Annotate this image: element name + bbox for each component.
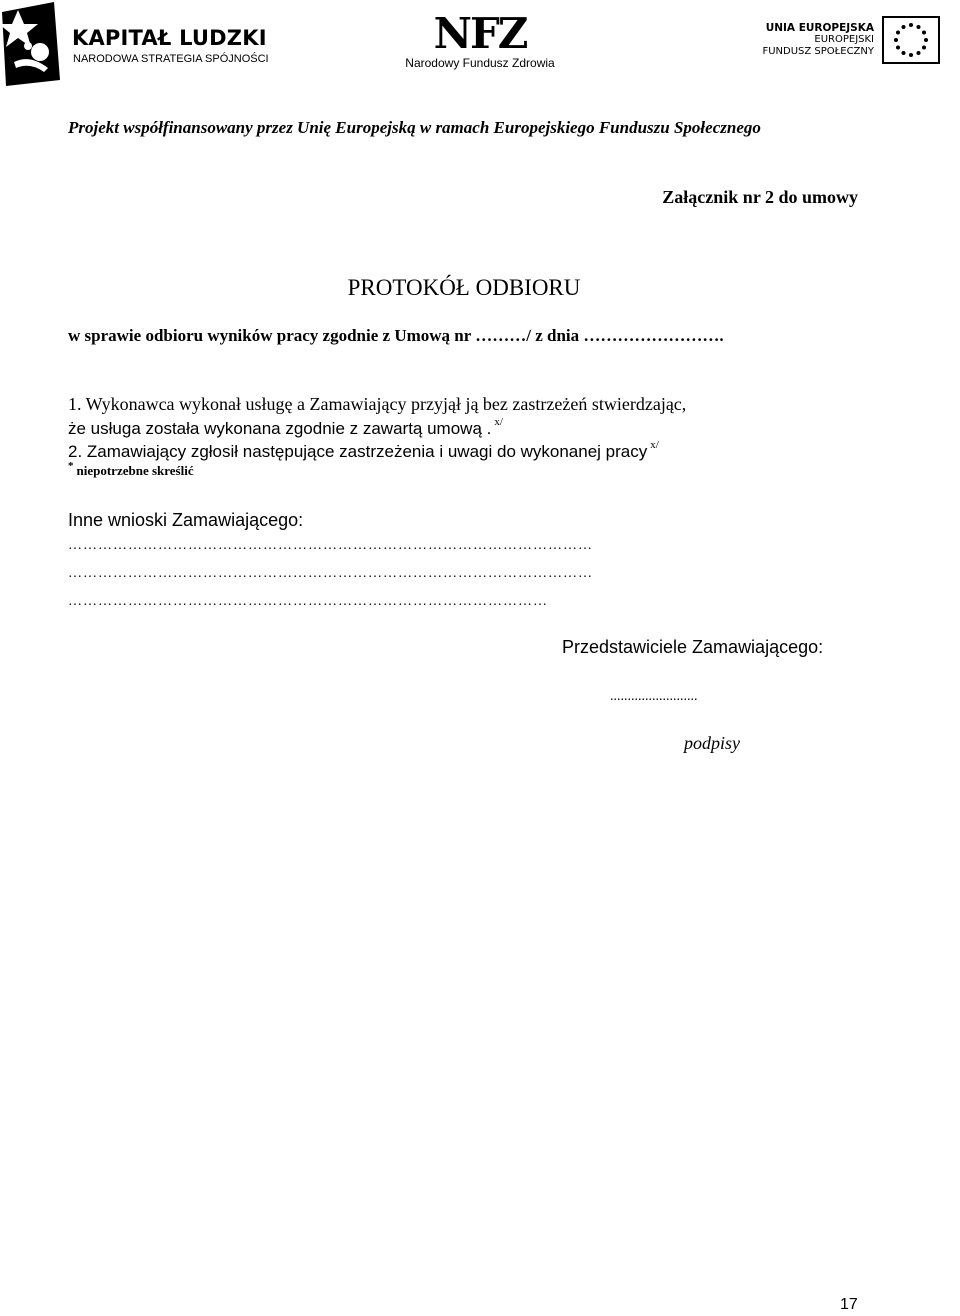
page-number: 17 xyxy=(840,1296,858,1313)
project-cofinancing-line: Projekt współfinansowany przez Unię Europejską w ramach Europejskiego Funduszu Społecznego xyxy=(68,118,761,137)
point-2-footnote-mark: x/ xyxy=(650,439,659,451)
nfz-logo xyxy=(400,10,560,80)
eu-flag-icon xyxy=(882,16,940,64)
point-1-line-2 xyxy=(68,416,503,439)
dotted-line-3: …………………………………………………………………………………… xyxy=(68,594,548,609)
document-title: PROTOKÓŁ ODBIORU xyxy=(347,275,581,300)
footnote xyxy=(68,460,194,479)
point-1-footnote-mark: x/ xyxy=(494,416,503,428)
nfz-mark: NFZ xyxy=(433,10,527,54)
point-2-text: 2. Zamawiający zgłosił następujące zastrzeżenia i uwagi do wykonanej pracy xyxy=(68,442,648,461)
eu-logo xyxy=(762,16,956,76)
nfz-subtitle: Narodowy Fundusz Zdrowia xyxy=(405,56,555,70)
signatures-label: podpisy xyxy=(684,733,740,753)
footnote-text: niepotrzebne skreślić xyxy=(76,463,194,478)
kapital-ludzki-subtitle: NARODOWA STRATEGIA SPÓJNOŚCI xyxy=(73,53,269,65)
other-conclusions-label: Inne wnioski Zamawiającego: xyxy=(68,510,304,530)
kapital-ludzki-title: KAPITAŁ LUDZKI xyxy=(72,26,267,50)
eu-text xyxy=(762,22,874,58)
annex-label: Załącznik nr 2 do umowy xyxy=(662,187,858,207)
eu-line3: FUNDUSZ SPOŁECZNY xyxy=(762,46,874,57)
point-1-line-1: 1. Wykonawca wykonał usługę a Zamawiający przyjął ją bez zastrzeżeń stwierdzając, xyxy=(68,394,687,414)
eu-line1: UNIA EUROPEJSKA xyxy=(765,22,874,34)
representatives-label: Przedstawiciele Zamawiającego: xyxy=(562,637,824,657)
nfz-wordmark-icon xyxy=(432,10,528,54)
point-2 xyxy=(68,439,659,462)
signature-dots: ......................... xyxy=(610,689,698,704)
point-1-line-2-text: że usługa została wykonana zgodnie z zawartą umową . xyxy=(68,419,492,438)
eu-line2: EUROPEJSKI xyxy=(814,34,874,45)
dotted-line-1: …………………………………………………………………………………………… xyxy=(68,538,593,553)
kapital-ludzki-emblem-icon xyxy=(0,2,62,86)
document-subject: w sprawie odbioru wyników pracy zgodnie z Umową nr ………/ z dnia ……………………. xyxy=(68,326,724,345)
kapital-ludzki-logo xyxy=(0,0,269,90)
footnote-star: * xyxy=(68,460,74,472)
dotted-line-2: …………………………………………………………………………………………… xyxy=(68,566,593,581)
